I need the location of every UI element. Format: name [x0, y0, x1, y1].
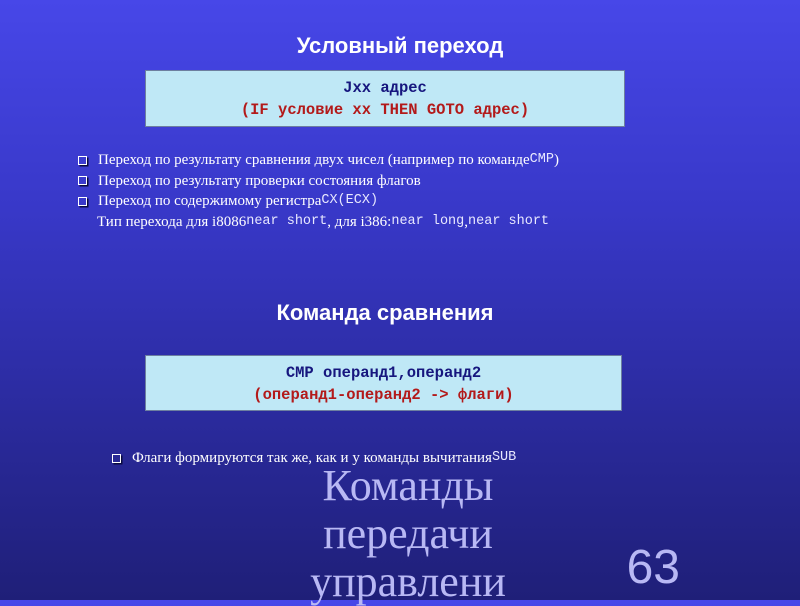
- list-item: [78, 171, 559, 192]
- note-code: near short: [468, 213, 550, 229]
- watermark-line: передачи: [323, 509, 493, 558]
- jump-type-note: [78, 212, 559, 233]
- code-box-jxx: [145, 70, 625, 127]
- bullet-text: Флаги формируются так же, как и у команды вычитания: [132, 450, 492, 466]
- note-text: , для i386:: [327, 213, 392, 230]
- bullet-text: Переход по содержимому регистра: [98, 193, 322, 209]
- code-line-syntax: CMP операнд1,операнд2: [285, 364, 482, 382]
- code-line-syntax: Jxx адрес: [343, 79, 427, 97]
- note-code: near short: [246, 213, 328, 229]
- section-title-conditional-jump: Условный переход: [296, 33, 504, 58]
- list-item: [78, 191, 559, 212]
- watermark-line: Команды: [322, 461, 494, 510]
- bullet-list-jump-kinds: [78, 150, 559, 232]
- section-title-compare-command: Команда сравнения: [276, 300, 494, 325]
- code-line-meaning: (операнд1-операнд2 -> флаги): [253, 386, 514, 404]
- watermark-line: управлени: [310, 557, 506, 606]
- code-box-cmp: [145, 355, 622, 411]
- list-item: [78, 150, 559, 171]
- square-bullet-icon: [112, 454, 121, 463]
- code-line-meaning: (IF условие xx THEN GOTO адрес): [240, 101, 530, 119]
- bullet-code: CX(ECX): [321, 193, 379, 208]
- note-code: near long: [391, 213, 465, 229]
- square-bullet-icon: [78, 197, 87, 206]
- page-number: 63: [626, 541, 680, 594]
- bullet-text: Переход по результату проверки состояния флагов: [98, 172, 421, 189]
- bullet-text: Переход по результату сравнения двух чисел (например по команде: [98, 152, 530, 168]
- square-bullet-icon: [78, 156, 87, 165]
- bullet-tail: ): [553, 152, 559, 168]
- note-text: ,: [464, 213, 469, 230]
- bullet-code: SUB: [491, 450, 517, 465]
- slide-watermark-title: [208, 462, 608, 606]
- square-bullet-icon: [78, 176, 87, 185]
- bullet-code: CMP: [529, 152, 554, 167]
- note-text: Тип перехода для i8086: [97, 213, 247, 230]
